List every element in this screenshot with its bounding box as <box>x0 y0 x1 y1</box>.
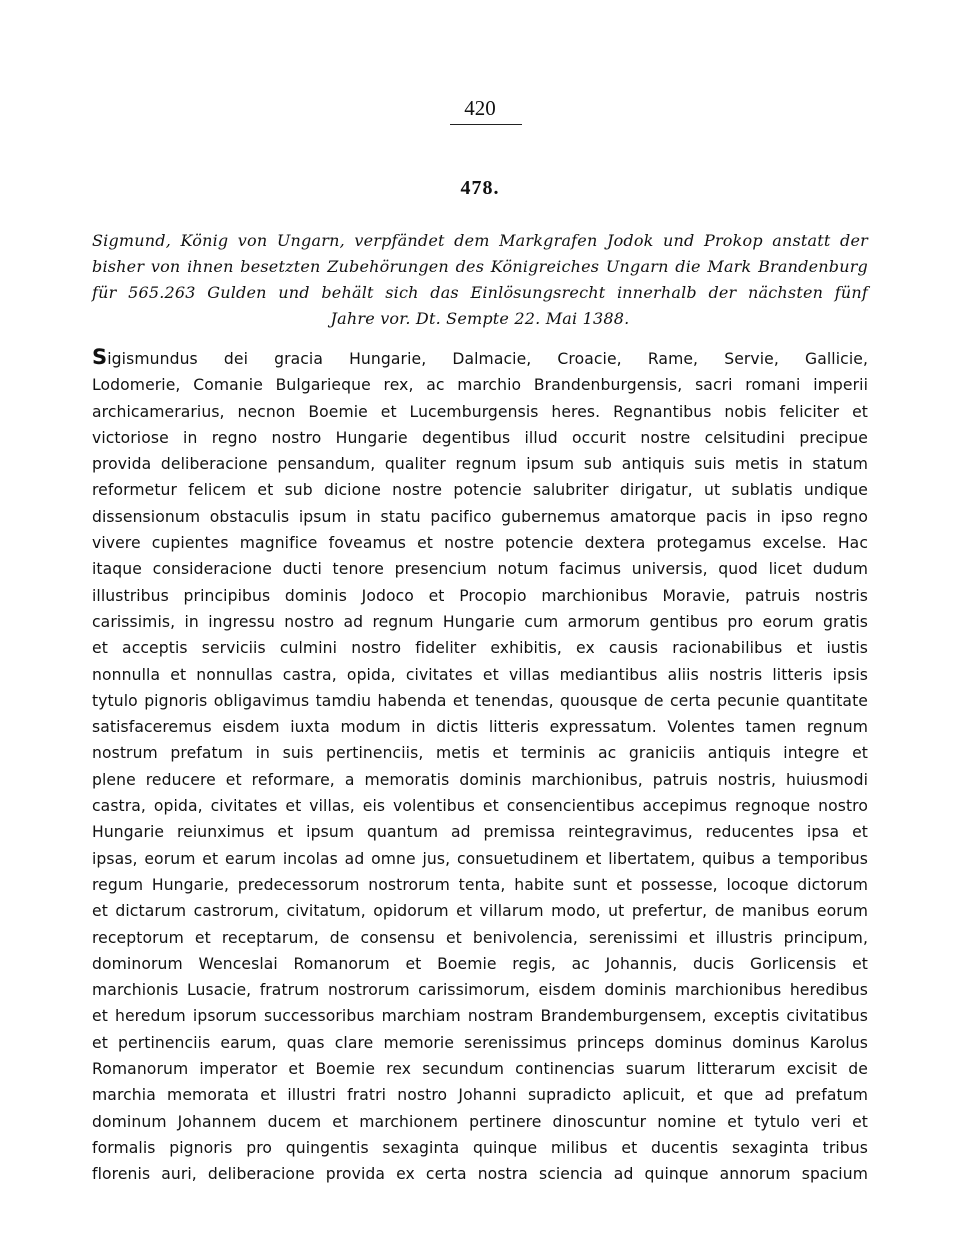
charter-line: Lodomerie, Comanie Bulgarieque rex, ac marchio Brandenburgensis, sacri romani imperii <box>92 376 868 395</box>
charter-line: tytulo pignoris obligavimus tamdiu habenda et tenendas, quousque de certa pecunie quantitate <box>92 691 868 710</box>
charter-line: et acceptis serviciis culmini nostro fideliter exhibitis, ex causis racionabilibus et iustis <box>92 639 868 658</box>
charter-line: florenis auri, deliberacione provida ex certa nostra sciencia ad quinque annorum spacium <box>92 1165 868 1184</box>
charter-first-line-text: igismundus dei gracia Hungarie, Dalmacie, Croacie, Rame, Servie, Gallicie, <box>107 350 868 368</box>
document-number: 478. <box>460 177 500 199</box>
charter-line: regum Hungarie, predecessorum nostrorum tenta, habite sunt et possesse, locoque dictorum <box>92 875 868 894</box>
regest-line: für 565.263 Gulden und behält sich das Einlösungsrecht innerhalb der nächsten fünf <box>92 283 868 302</box>
charter-line: marchionis Lusacie, fratrum nostrorum carissimorum, eisdem dominis marchionibus heredibus <box>92 981 868 1000</box>
charter-line: itaque consideracione ducti tenore presencium notum facimus universis, quod licet dudum <box>92 560 868 579</box>
charter-line: illustribus principibus dominis Jodoco et Procopio marchionibus Moravie, patruis nostris <box>92 586 868 605</box>
charter-line: victoriose in regno nostro Hungarie degentibus illud occurit nostre celsitudini precipue <box>92 428 868 447</box>
charter-line: ipsas, eorum et earum incolas ad omne jus, consuetudinem et libertatem, quibus a temporibus <box>92 849 868 868</box>
page-number-rule <box>450 124 522 125</box>
charter-line: dominorum Wenceslai Romanorum et Boemie regis, ac Johannis, ducis Gorlicensis et <box>92 954 868 973</box>
charter-text <box>92 344 868 1188</box>
regest-summary <box>92 228 868 332</box>
charter-line: formalis pignoris pro quingentis sexaginta quinque milibus et ducentis sexaginta tribus <box>92 1138 868 1157</box>
charter-line: Hungarie reiunximus et ipsum quantum ad premissa reintegravimus, reducentes ipsa et <box>92 823 868 842</box>
charter-lines <box>92 372 868 1187</box>
charter-line: receptorum et receptarum, de consensu et benivolencia, serenissimi et illustris principum, <box>92 928 868 947</box>
charter-line: et pertinenciis earum, quas clare memorie serenissimus princeps dominus dominus Karolus <box>92 1033 868 1052</box>
charter-line: nostrum prefatum in suis pertinenciis, metis et terminis ac graniciis antiquis integre et <box>92 744 868 763</box>
charter-line: carissimis, in ingressu nostro ad regnum Hungarie cum armorum gentibus pro eorum gratis <box>92 612 868 631</box>
charter-line: nonnulla et nonnullas castra, opida, civitates et villas mediantibus aliis nostris litteris ipsis <box>92 665 868 684</box>
charter-line: reformetur felicem et sub dicione nostre potencie salubriter dirigatur, ut sublatis undique <box>92 481 868 500</box>
page-number: 420 <box>464 96 496 120</box>
charter-line: vivere cupientes magnifice foveamus et nostre potencie dextera protegamus excelse. Hac <box>92 534 868 553</box>
charter-line: satisfaceremus eisdem iuxta modum in dictis litteris expressatum. Volentes tamen regnum <box>92 718 868 737</box>
charter-line: dominum Johannem ducem et marchionem pertinere dinoscuntur nomine et tytulo veri et <box>92 1112 868 1131</box>
regest-line: Sigmund, König von Ungarn, verpfändet dem Markgrafen Jodok und Prokop anstatt der <box>92 231 868 250</box>
charter-line: et dictarum castrorum, civitatum, opidorum et villarum modo, ut prefertur, de manibus eorum <box>92 902 868 921</box>
charter-line: et heredum ipsorum successoribus marchiam nostram Brandemburgensem, exceptis civitatibus <box>92 1007 868 1026</box>
charter-line: marchia memorata et illustri fratri nostro Johanni supradicto aplicuit, et que ad prefatum <box>92 1086 868 1105</box>
regest-line: Jahre vor. Dt. Sempte 22. Mai 1388. <box>330 309 630 328</box>
initial-letter: S <box>92 345 108 369</box>
charter-line: Romanorum imperator et Boemie rex secundum continencias suarum litterarum excisit de <box>92 1060 868 1079</box>
charter-line: castra, opida, civitates et villas, eis volentibus et consencientibus accepimus regnoque nostro <box>92 797 868 816</box>
charter-line: provida deliberacione pensandum, qualiter regnum ipsum sub antiquis suis metis in statum <box>92 455 868 474</box>
charter-line: plene reducere et reformare, a memoratis dominis marchionibus, patruis nostris, huiusmodi <box>92 770 868 789</box>
regest-line: bisher von ihnen besetzten Zubehörungen des Königreiches Ungarn die Mark Brandenburg <box>92 257 868 276</box>
charter-line: archicamerarius, necnon Boemie et Lucemburgensis heres. Regnantibus nobis feliciter et <box>92 402 868 421</box>
charter-first-line <box>92 344 868 372</box>
charter-line: dissensionum obstaculis ipsum in statu pacifico gubernemus amatorque pacis in ipso regno <box>92 507 868 526</box>
